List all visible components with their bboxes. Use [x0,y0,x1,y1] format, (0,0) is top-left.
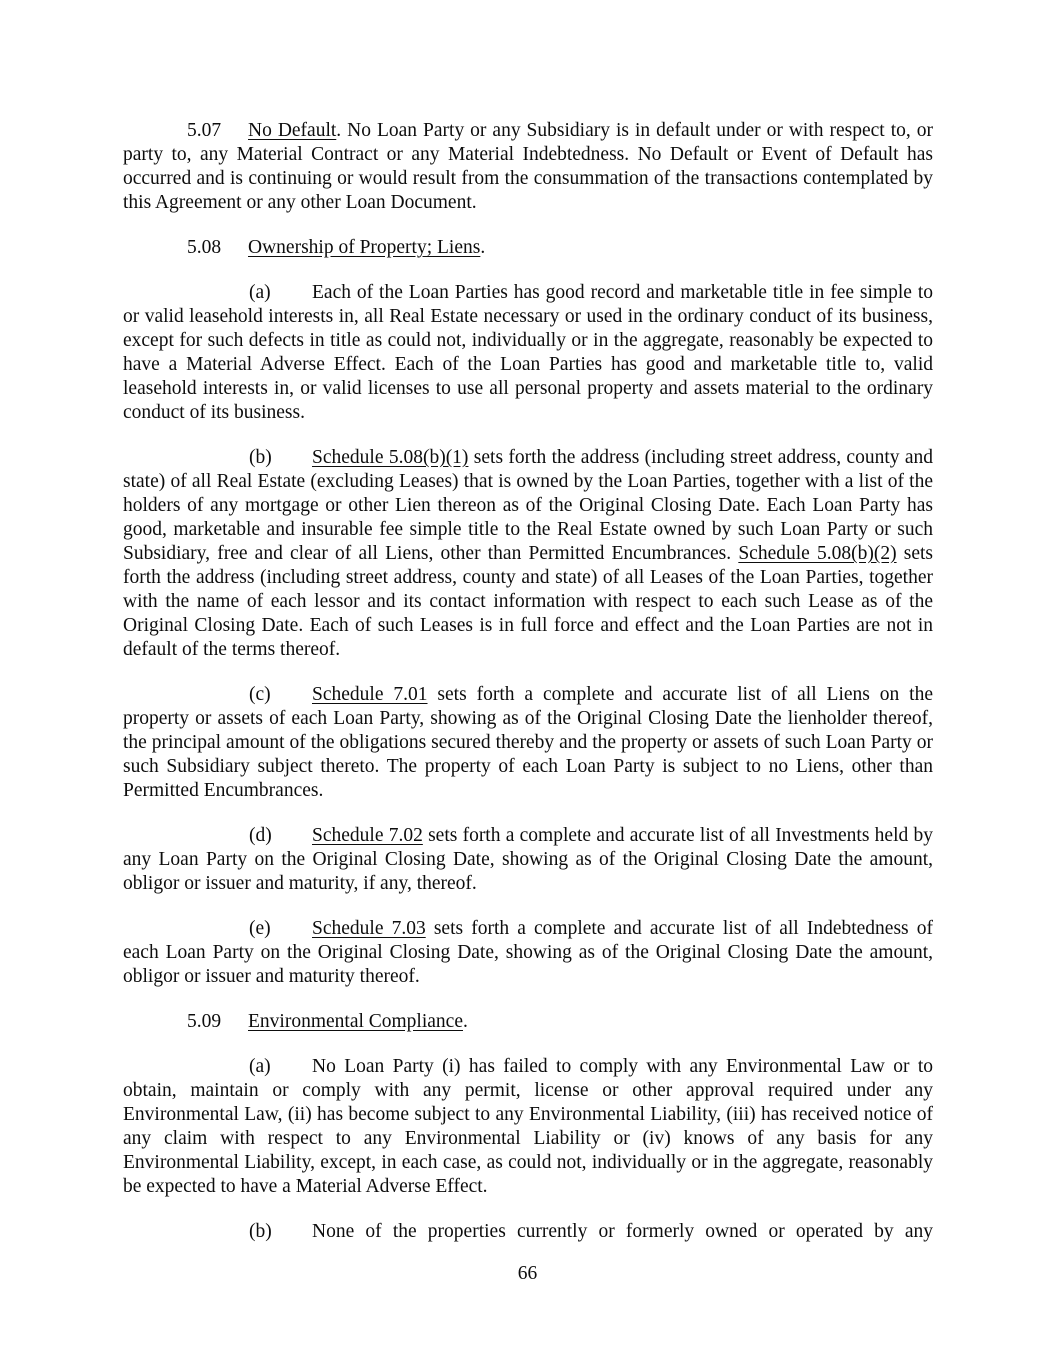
paragraph-5-09-b [123,1220,933,1244]
paragraph-label-c: (c) [249,684,271,705]
section-title-5-08: Ownership of Property; Liens [248,237,481,258]
section-5-09-period: . [463,1011,468,1032]
paragraph-label-d: (d) [249,825,272,846]
schedule-reference-7-02: Schedule 7.02 [312,825,423,846]
section-number-5-07: 5.07 [187,120,222,141]
paragraph-5-08-d [123,824,933,896]
paragraph-label-e: (e) [249,918,271,939]
paragraph-label-b: (b) [249,447,272,468]
paragraph-5-08-c-text: sets forth a complete and accurate list of all Liens on the property or assets of each Loan Party, showing as of the Original Closing Date the lienholder thereof, the principal amount of the obligations secured thereby and the property or assets of such Loan Party or such Subsidiary subject thereto. The property of each Loan Party is subject to no Liens, other than Permitted Encumbrances. [123,684,933,801]
section-title-5-07: No Default [248,120,337,141]
document-body [123,119,933,1265]
schedule-reference-5-08-b-2: Schedule 5.08(b)(2) [738,543,897,564]
paragraph-label-5-09-a: (a) [249,1056,271,1077]
paragraph-5-08-b [123,446,933,662]
page-number: 66 [517,1263,538,1284]
schedule-reference-5-08-b-1: Schedule 5.08(b)(1) [312,447,469,468]
paragraph-5-09-b-text: None of the properties currently or formerly owned or operated by any [312,1221,933,1242]
paragraph-5-08-b-text2: sets forth the address (including street address, county and state) of all Leases of the Loan Parties, together with the name of each lessor and its contact information with respect to each such Lease as of the Original Closing Date. Each of such Leases is in full force and effect and the Loan Parties are not in default of the terms thereof. [123,543,934,660]
paragraph-5-08-e [123,917,933,989]
section-5-09-heading [123,1010,933,1034]
schedule-reference-7-01: Schedule 7.01 [312,684,428,705]
paragraph-5-08-a [123,281,933,425]
paragraph-5-09-a-text: No Loan Party (i) has failed to comply with any Environmental Law or to obtain, maintain or comply with any permit, license or other approval required under any Environmental Law, (ii) has become subject to any Environmental Liability, (iii) has received notice of any claim with respect to any Environmental Liability or (iv) knows of any basis for any Environmental Liability, except, in each case, as could not, individually or in the aggregate, reasonably be expected to have a Material Adverse Effect. [123,1056,933,1197]
paragraph-5-08-a-text: Each of the Loan Parties has good record and marketable title in fee simple to or valid leasehold interests in, all Real Estate necessary or used in the ordinary conduct of its business, except for such defects in title as could not, individually or in the aggregate, reasonably be expected to have a Material Adverse Effect. Each of the Loan Parties has good and marketable title to, valid leasehold interests in, or valid licenses to use all personal property and assets material to the ordinary conduct of its business. [123,282,933,423]
section-number-5-08: 5.08 [187,237,222,258]
section-5-07-text: . No Loan Party or any Subsidiary is in default under or with respect to, or party to, any Material Contract or any Material Indebtedness. No Default or Event of Default has occurred and is continuing or would result from the consummation of the transactions contemplated by this Agreement or any other Loan Document. [123,120,933,213]
section-title-5-09: Environmental Compliance [248,1011,463,1032]
paragraph-label-5-09-b: (b) [249,1221,272,1242]
paragraph-5-08-d-text: sets forth a complete and accurate list of all Investments held by any Loan Party on the Original Closing Date, showing as of the Original Closing Date the amount, obligor or issuer and maturity, if any, thereof. [123,825,933,894]
section-number-5-09: 5.09 [187,1011,222,1032]
paragraph-label-a: (a) [249,282,271,303]
paragraph-5-08-e-text: sets forth a complete and accurate list of all Indebtedness of each Loan Party on the Original Closing Date, showing as of the Original Closing Date the amount, obligor or issuer and maturity thereof. [123,918,933,987]
paragraph-5-08-c [123,683,933,803]
section-5-07 [123,119,933,215]
schedule-reference-7-03: Schedule 7.03 [312,918,426,939]
section-5-08-heading [123,236,933,260]
paragraph-5-09-a [123,1055,933,1199]
section-5-08-period: . [480,237,486,258]
paragraph-5-08-b-text1: sets forth the address (including street address, county and state) of all Real Estate (excluding Leases) that is owned by the Loan Parties, together with a list of the holders of any mortgage or other Lien thereon as of the Original Closing Date. Each Loan Party has good, marketable and insurable fee simple title to the Real Estate owned by such Loan Party or such Subsidiary, free and clear of all Liens, other than Permitted Encumbrances. [123,447,933,564]
